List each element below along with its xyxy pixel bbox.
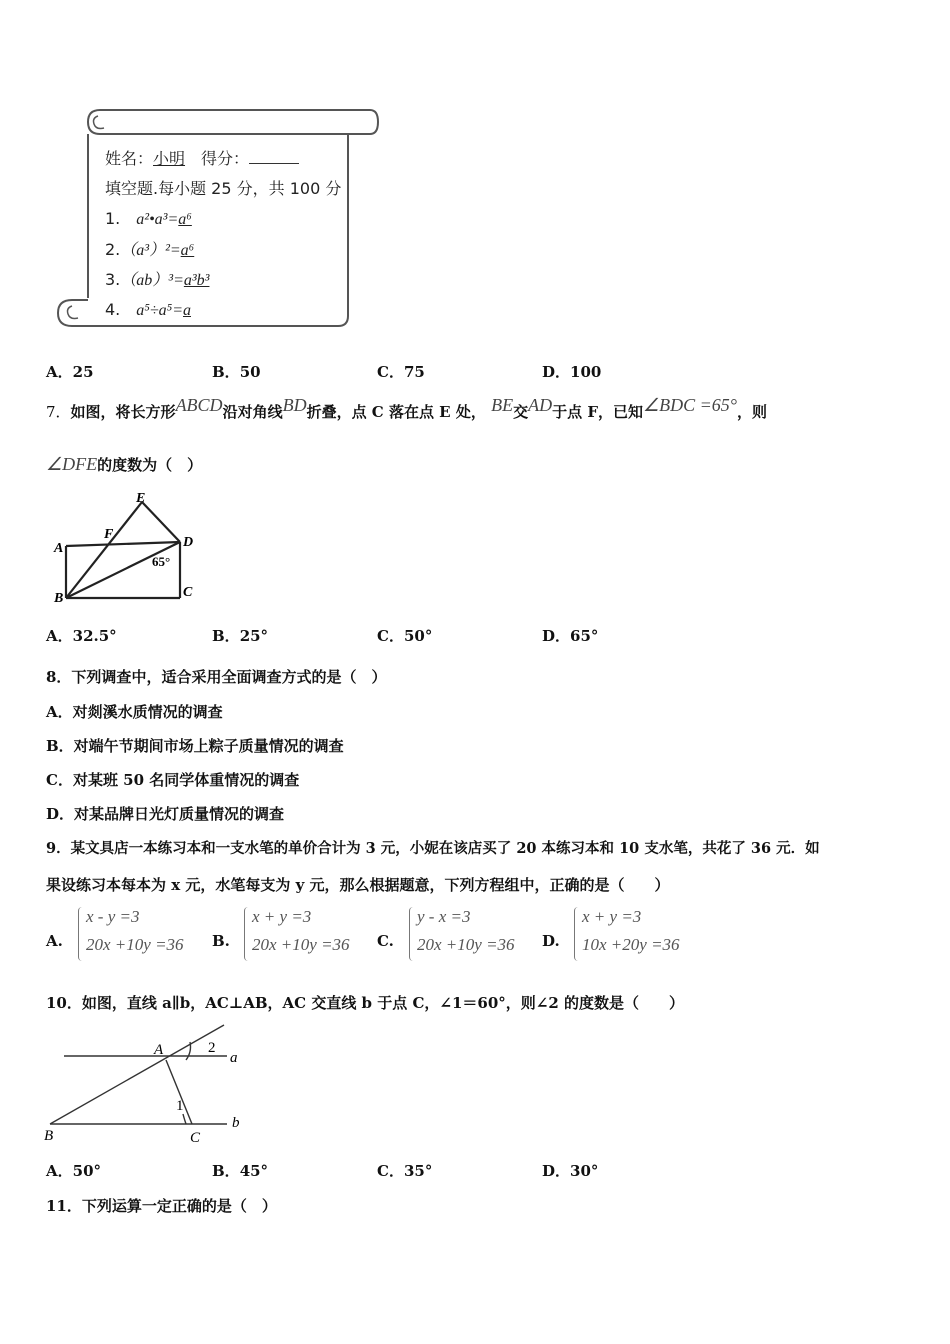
scroll-name: 小明 [153, 149, 186, 168]
q8-option-a[interactable]: A．对剡溪水质情况的调查 [46, 703, 223, 721]
q7-stem-line2: ∠DFE的度数为（ ） [46, 454, 203, 474]
q7-label-B: B [54, 591, 64, 606]
q10-parallel-lines-figure [42, 1022, 252, 1147]
q8-option-b[interactable]: B．对端午节期间市场上粽子质量情况的调查 [46, 737, 344, 755]
q10-stem: 10．如图，直线 a∥b，AC⊥AB，AC 交直线 b 于点 C，∠1＝60°，则∠2 的度数是（ ） [46, 994, 685, 1012]
scroll-outline [52, 106, 382, 330]
q7-label-C: C [183, 585, 193, 600]
q6-option-a[interactable]: A．25 [46, 363, 94, 381]
q7-option-d[interactable]: D．65° [542, 627, 599, 645]
q8-option-d[interactable]: D．对某品牌日光灯质量情况的调查 [46, 805, 285, 823]
q9-option-d[interactable]: D. x + y =3 10x +20y =36 [542, 905, 707, 963]
q7-label-angle: 65° [152, 554, 171, 569]
scroll-name-label: 姓名： [105, 149, 154, 168]
scroll-score-label: 得分： [201, 149, 250, 168]
q7-stem: 7．如图，将长方形$^{ABCD}$沿对角线$^{BD}$折叠，点 C 落在点 E 处， $^{BE}$交$^{AD}$于点 F，已知$^{\angle BDC =65^\circ}$，则 [46, 395, 767, 421]
q10-label-C: C [190, 1130, 201, 1146]
scroll-figure [52, 106, 382, 330]
q6-option-d[interactable]: D．100 [542, 363, 602, 381]
scroll-item: 2.（a³）²=a⁶ [105, 240, 195, 259]
q10-label-2: 2 [208, 1040, 216, 1056]
q7-option-b[interactable]: B．25° [212, 627, 269, 645]
q10-option-a[interactable]: A．50° [46, 1162, 102, 1180]
q7-label-E: E [136, 491, 146, 506]
scroll-item: 1. a²•a³=a⁶ [105, 209, 192, 228]
q8-option-c[interactable]: C．对某班 50 名同学体重情况的调查 [46, 771, 300, 789]
q7-option-a[interactable]: A．32.5° [46, 627, 117, 645]
q9-option-b[interactable]: B. x + y =3 20x +10y =36 [212, 905, 377, 963]
q10-label-B: B [44, 1128, 54, 1144]
q6-option-c[interactable]: C．75 [377, 363, 425, 381]
q9-stem-line2: 果设练习本每本为 x 元，水笔每支为 y 元，那么根据题意，下列方程组中，正确的是（ ） [46, 876, 670, 894]
q9-stem-line1: 9．某文具店一本练习本和一支水笔的单价合计为 3 元，小妮在该店买了 20 本练习本和 10 支水笔，共花了 36 元．如 [46, 840, 820, 857]
q11-stem: 11．下列运算一定正确的是（ ） [46, 1197, 277, 1215]
q10-option-c[interactable]: C．35° [377, 1162, 433, 1180]
q9-option-a[interactable]: A. x - y =3 20x +10y =36 [46, 905, 211, 963]
q7-label-F: F [104, 527, 114, 542]
scroll-instructions: 填空题.每小题 25 分，共 100 分 [105, 179, 342, 198]
scroll-item: 3.（ab）³=a³b³ [105, 270, 210, 289]
q9-option-c[interactable]: C. y - x =3 20x +10y =36 [377, 905, 542, 963]
q10-label-1: 1 [176, 1098, 184, 1114]
q7-label-D: D [183, 535, 194, 550]
scroll-item: 4. a⁵÷a⁵=a [105, 300, 191, 319]
q10-option-b[interactable]: B．45° [212, 1162, 269, 1180]
q10-label-A: A [154, 1042, 164, 1058]
q7-label-A: A [54, 541, 64, 556]
q10-label-a: a [230, 1050, 238, 1066]
q6-option-b[interactable]: B．50 [212, 363, 261, 381]
q7-option-c[interactable]: C．50° [377, 627, 433, 645]
q8-stem: 8．下列调查中，适合采用全面调查方式的是（ ） [46, 668, 387, 686]
q10-label-b: b [232, 1115, 240, 1131]
q7-rectangle-figure [50, 490, 210, 610]
q10-option-d[interactable]: D．30° [542, 1162, 599, 1180]
scroll-score-blank [249, 163, 299, 164]
